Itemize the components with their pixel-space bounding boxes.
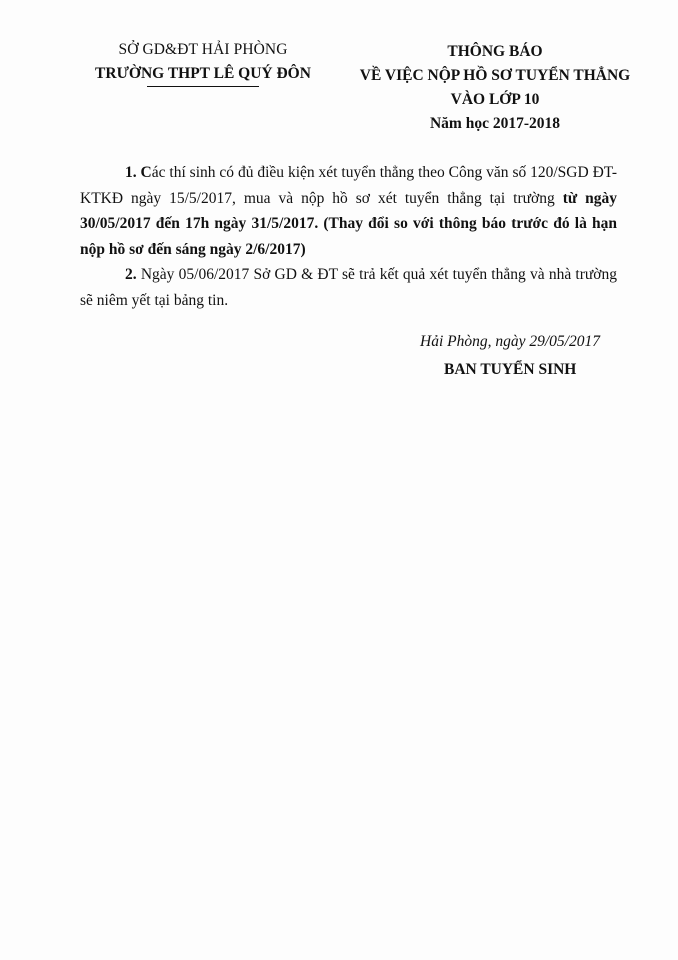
- item-deadline: từ ngày 30/05/2017 đến 17h ngày 31/5/2017. (Thay đổi so với thông báo trước đó là hạn nộp hồ sơ đến sáng ngày 2/6/2017): [80, 189, 617, 258]
- notice-title: THÔNG BÁO: [447, 43, 543, 60]
- notice-subtitle: VỀ VIỆC NỘP HỒ SƠ TUYỂN THẲNG: [359, 67, 631, 84]
- item-number: 1.: [125, 164, 137, 181]
- notice-grade: VÀO LỚP 10: [450, 91, 540, 108]
- item-number: 2.: [125, 266, 137, 283]
- notice-item: [80, 160, 617, 262]
- school-underline: [147, 86, 259, 87]
- item-text: Ngày 05/06/2017 Sở GD & ĐT sẽ trả kết quả xét tuyển thẳng và nhà trường sẽ niêm yết tại bảng tin.: [80, 266, 617, 309]
- place-date: Hải Phòng, ngày 29/05/2017: [420, 333, 600, 350]
- notice-item: [80, 262, 617, 313]
- issuer-block: [88, 40, 318, 87]
- item-lead-letter: C: [140, 164, 152, 181]
- school-year: Năm học 2017-2018: [429, 115, 561, 132]
- notice-heading: [340, 40, 650, 136]
- school-name: TRƯỜNG THPT LÊ QUÝ ĐÔN: [95, 65, 311, 82]
- notice-body: [80, 160, 617, 313]
- department-name: SỞ GD&ĐT HẢI PHÒNG: [118, 41, 288, 58]
- signatory: BAN TUYỂN SINH: [444, 361, 577, 378]
- item-text: ác thí sinh có đủ điều kiện xét tuyển thẳng theo Công văn số 120/SGD ĐT-KTKĐ ngày 15/5/2017, mua và nộp hồ sơ xét tuyển thẳng tại trường: [80, 164, 617, 207]
